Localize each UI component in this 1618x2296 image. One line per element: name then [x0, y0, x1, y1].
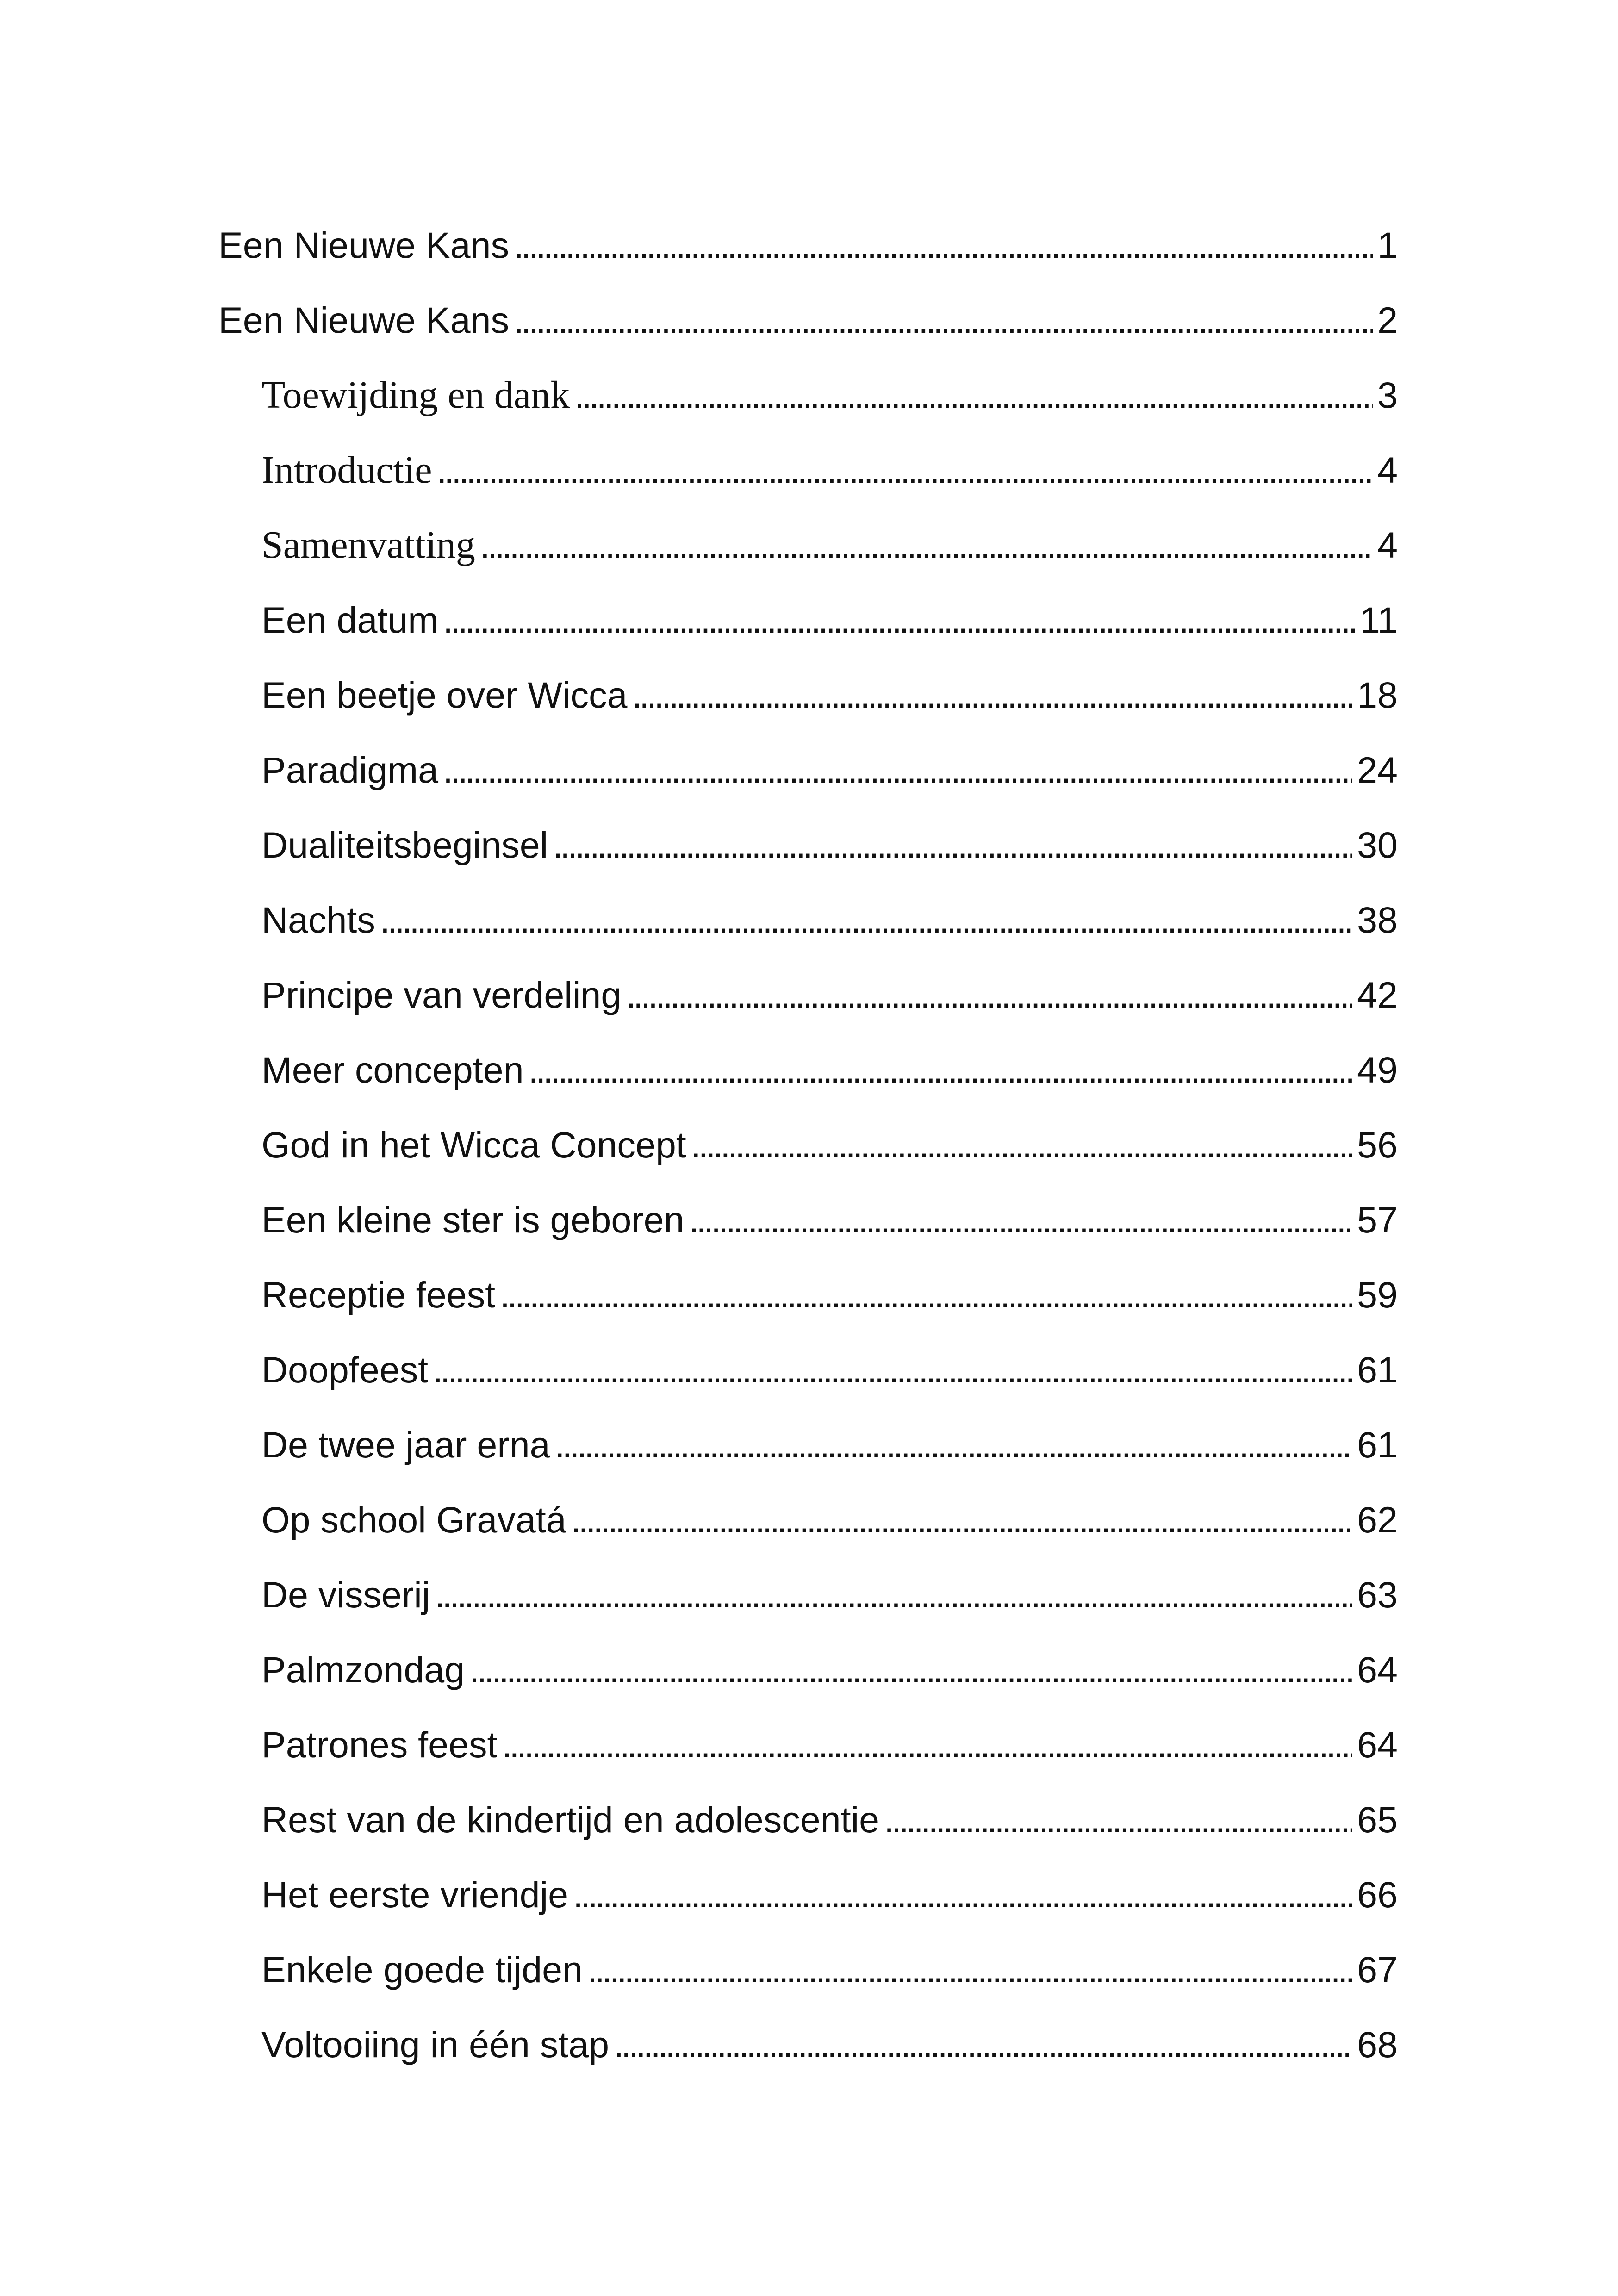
toc-entry-page-number: 42	[1357, 974, 1398, 1015]
toc-entry-page-number: 67	[1357, 1949, 1398, 1990]
toc-entry-page-number: 57	[1357, 1199, 1398, 1240]
toc-entry-page-number: 49	[1357, 1049, 1398, 1090]
toc-entry[interactable]	[261, 517, 1398, 573]
toc-dot-leader	[380, 892, 1352, 948]
toc-entry-page-number: 2	[1377, 299, 1398, 341]
toc-dot-leader	[433, 1342, 1352, 1398]
toc-dot-leader	[632, 667, 1352, 723]
toc-entry-page-number: 63	[1357, 1574, 1398, 1615]
toc-entry-title: Palmzondag	[261, 1649, 465, 1690]
toc-entry-page-number: 64	[1357, 1724, 1398, 1765]
toc-dot-leader	[514, 218, 1373, 273]
toc-entry[interactable]	[261, 1042, 1398, 1098]
toc-dot-leader	[689, 1192, 1352, 1248]
toc-entry-page-number: 3	[1377, 374, 1398, 416]
toc-dot-leader	[529, 1042, 1353, 1098]
toc-entry[interactable]	[261, 2017, 1398, 2072]
toc-entry[interactable]	[261, 667, 1398, 723]
toc-entry-page-number: 61	[1357, 1424, 1398, 1465]
toc-entry-page-number: 18	[1357, 674, 1398, 716]
toc-dot-leader	[626, 967, 1352, 1023]
toc-dot-leader	[574, 367, 1373, 423]
toc-entry-page-number: 11	[1359, 599, 1398, 641]
toc-entry-title: Nachts	[261, 899, 375, 940]
toc-entry[interactable]	[261, 1717, 1398, 1773]
toc-entry-title: Meer concepten	[261, 1049, 524, 1090]
toc-entry-page-number: 56	[1357, 1124, 1398, 1165]
toc-dot-leader	[587, 1942, 1352, 1997]
toc-entry-title: De twee jaar erna	[261, 1424, 550, 1465]
toc-entry[interactable]	[261, 1417, 1398, 1473]
toc-entry-page-number: 64	[1357, 1649, 1398, 1690]
toc-dot-leader	[573, 1867, 1352, 1923]
toc-entry-title: Patrones feest	[261, 1724, 498, 1765]
toc-entry-page-number: 4	[1377, 449, 1398, 491]
toc-dot-leader	[553, 817, 1352, 873]
toc-entry-page-number: 1	[1377, 224, 1398, 266]
toc-entry-page-number: 68	[1357, 2024, 1398, 2065]
toc-entry-title: Een beetje over Wicca	[261, 674, 628, 716]
toc-entry-page-number: 24	[1357, 749, 1398, 790]
toc-dot-leader	[502, 1717, 1352, 1773]
toc-dot-leader	[691, 1117, 1352, 1173]
toc-entry[interactable]	[261, 1192, 1398, 1248]
toc-entry-title: Een kleine ster is geboren	[261, 1199, 685, 1240]
toc-entry[interactable]	[261, 1342, 1398, 1398]
toc-entry[interactable]	[261, 1867, 1398, 1923]
toc-entry[interactable]	[261, 1492, 1398, 1548]
toc-entry-title: Een Nieuwe Kans	[218, 224, 509, 266]
toc-entry[interactable]	[218, 292, 1398, 348]
toc-entry[interactable]	[261, 742, 1398, 798]
toc-entry-page-number: 30	[1357, 824, 1398, 865]
toc-entry-title: Paradigma	[261, 749, 439, 790]
toc-entry-title: Op school Gravatá	[261, 1499, 566, 1540]
toc-dot-leader	[437, 442, 1373, 498]
toc-entry-title: Het eerste vriendje	[261, 1874, 569, 1915]
toc-dot-leader	[884, 1792, 1352, 1848]
toc-entry-title: Voltooiing in één stap	[261, 2024, 610, 2065]
toc-entry-title: Een datum	[261, 599, 439, 641]
toc-entry-title: Toewijding en dank	[261, 373, 570, 417]
toc-entry-title: Receptie feest	[261, 1274, 496, 1315]
toc-entry-title: Een Nieuwe Kans	[218, 299, 509, 341]
toc-entry[interactable]	[261, 1567, 1398, 1623]
toc-dot-leader	[435, 1567, 1352, 1623]
toc-entry[interactable]	[261, 1942, 1398, 1997]
toc-entry-title: Doopfeest	[261, 1349, 429, 1390]
toc-entry[interactable]	[261, 1642, 1398, 1698]
toc-dot-leader	[571, 1492, 1352, 1548]
toc-entry-title: Enkele goede tijden	[261, 1949, 583, 1990]
toc-dot-leader	[469, 1642, 1352, 1698]
toc-dot-leader	[614, 2017, 1352, 2072]
toc-dot-leader	[500, 1267, 1352, 1323]
toc-dot-leader	[555, 1417, 1353, 1473]
toc-dot-leader	[514, 292, 1373, 348]
toc-entry[interactable]	[261, 817, 1398, 873]
toc-entry[interactable]	[261, 1792, 1398, 1848]
toc-entry-page-number: 62	[1357, 1499, 1398, 1540]
toc-entry[interactable]	[261, 892, 1398, 948]
toc-entry[interactable]	[261, 367, 1398, 423]
toc-entry[interactable]	[261, 967, 1398, 1023]
toc-entry-title: God in het Wicca Concept	[261, 1124, 686, 1165]
toc-entry-page-number: 4	[1377, 524, 1398, 566]
toc-entry[interactable]	[261, 442, 1398, 498]
toc-entry-title: Introductie	[261, 448, 432, 492]
toc-dot-leader	[443, 742, 1352, 798]
toc-entry-page-number: 38	[1357, 899, 1398, 940]
toc-entry-page-number: 59	[1357, 1274, 1398, 1315]
toc-dot-leader	[443, 592, 1355, 648]
toc-entry-title: Rest van de kindertijd en adolescentie	[261, 1799, 880, 1840]
toc-entry-title: Dualiteitsbeginsel	[261, 824, 548, 865]
toc-entry-title: Principe van verdeling	[261, 974, 622, 1015]
toc-entry-page-number: 61	[1357, 1349, 1398, 1390]
toc-entry[interactable]	[261, 1117, 1398, 1173]
toc-entry-page-number: 65	[1357, 1799, 1398, 1840]
toc-entry-page-number: 66	[1357, 1874, 1398, 1915]
toc-entry[interactable]	[261, 592, 1398, 648]
toc-entry-title: Samenvatting	[261, 523, 475, 566]
toc-entry[interactable]	[218, 218, 1398, 273]
toc-dot-leader	[480, 517, 1373, 573]
toc-entry[interactable]	[261, 1267, 1398, 1323]
toc-entry-title: De visserij	[261, 1574, 430, 1615]
